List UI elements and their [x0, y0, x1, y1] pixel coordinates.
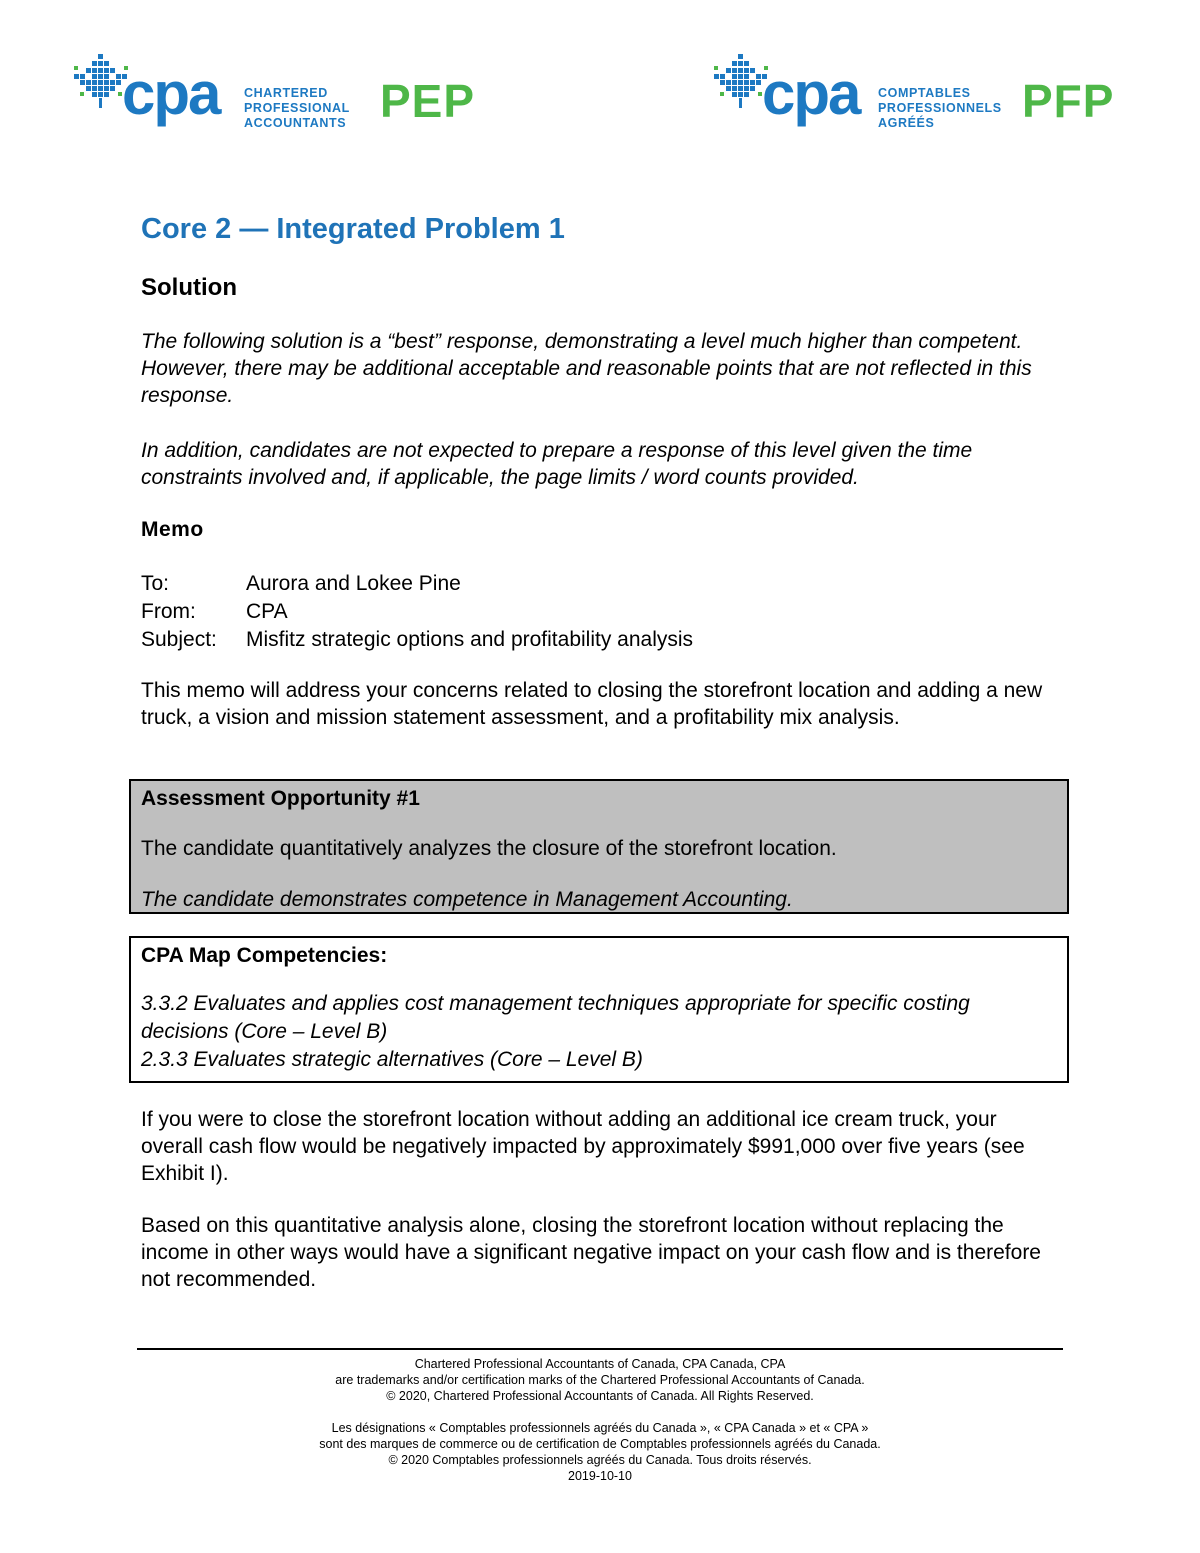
- page-title: Core 2 — Integrated Problem 1: [141, 213, 565, 245]
- memo-subject-value: Misfitz strategic options and profitability analysis: [246, 628, 694, 651]
- memo-heading: Memo: [141, 518, 204, 541]
- memo-from-label: From:: [141, 600, 196, 623]
- memo-from-row: [141, 598, 693, 626]
- footer-en-line-2: are trademarks and/or certification marks of the Chartered Professional Accountants of Canada.: [335, 1373, 865, 1387]
- intro-paragraph-2: In addition, candidates are not expected to prepare a response of this level given the time constraints involved and, if applicable, the page limits / word counts provided.: [141, 439, 973, 489]
- assessment-line-1: The candidate quantitatively analyzes the closure of the storefront location.: [141, 837, 837, 860]
- program-label: PEP: [380, 75, 476, 127]
- memo-subject-row: [141, 626, 693, 654]
- footer: [137, 1356, 1063, 1484]
- footer-date: 2019-10-10: [568, 1469, 632, 1483]
- footer-fr-line-2: sont des marques de commerce ou de certification de Comptables professionnels agréés du Canada.: [319, 1437, 881, 1451]
- assessment-line-2: The candidate demonstrates competence in Management Accounting.: [141, 888, 793, 911]
- footer-en-line-3: © 2020, Chartered Professional Accountants of Canada. All Rights Reserved.: [386, 1389, 814, 1403]
- solution-heading: Solution: [141, 274, 237, 301]
- footer-fr-line-1: Les désignations « Comptables professionnels agréés du Canada », « CPA Canada » et « CPA »: [331, 1421, 869, 1435]
- memo-from-value: CPA: [246, 600, 288, 623]
- memo-subject-label: Subject:: [141, 628, 217, 651]
- assessment-opportunity-box: [129, 779, 1069, 914]
- cpa-wordmark: cpa: [122, 60, 220, 127]
- memo-to-value: Aurora and Lokee Pine: [246, 572, 461, 595]
- cpa-subtitle: CHARTERED PROFESSIONAL ACCOUNTANTS: [244, 86, 350, 130]
- body-paragraph-1: If you were to close the storefront location without adding an additional ice cream truck, your overall cash flow would be negatively impacted by approximately $991,000 over five years (see Exhibit I).: [141, 1108, 1025, 1185]
- footer-divider: [137, 1348, 1063, 1350]
- competency-item-1: 3.3.2 Evaluates and applies cost management techniques appropriate for specific costing decisions (Core – Level B): [141, 992, 970, 1043]
- assessment-heading: Assessment Opportunity #1: [141, 787, 420, 810]
- program-label: PFP: [1022, 75, 1115, 127]
- competencies-heading: CPA Map Competencies:: [141, 944, 388, 967]
- memo-to-row: [141, 570, 693, 598]
- body-paragraph-2: Based on this quantitative analysis alone, closing the storefront location without replacing the income in other ways would have a significant negative impact on your cash flow and is therefore not recommended.: [141, 1214, 1041, 1291]
- cpa-subtitle: COMPTABLES PROFESSIONNELS AGRÉÉS: [878, 86, 1002, 130]
- intro-paragraph-1: The following solution is a “best” response, demonstrating a level much higher than competent. However, there may be additional acceptable and reasonable points that are not reflected in this response.: [141, 330, 1032, 407]
- competencies-box: [129, 936, 1069, 1083]
- cpa-logo-english: [72, 52, 492, 142]
- competency-item-2: 2.3.3 Evaluates strategic alternatives (Core – Level B): [141, 1048, 643, 1071]
- cpa-logo-french: [712, 52, 1132, 142]
- memo-header: [141, 570, 693, 654]
- memo-to-label: To:: [141, 572, 170, 595]
- footer-fr-line-3: © 2020 Comptables professionnels agréés du Canada. Tous droits réservés.: [388, 1453, 812, 1467]
- footer-en-line-1: Chartered Professional Accountants of Canada, CPA Canada, CPA: [414, 1357, 786, 1371]
- memo-intro-paragraph: This memo will address your concerns related to closing the storefront location and adding a new truck, a vision and mission statement assessment, and a profitability mix analysis.: [141, 679, 1043, 729]
- cpa-wordmark: cpa: [762, 60, 860, 127]
